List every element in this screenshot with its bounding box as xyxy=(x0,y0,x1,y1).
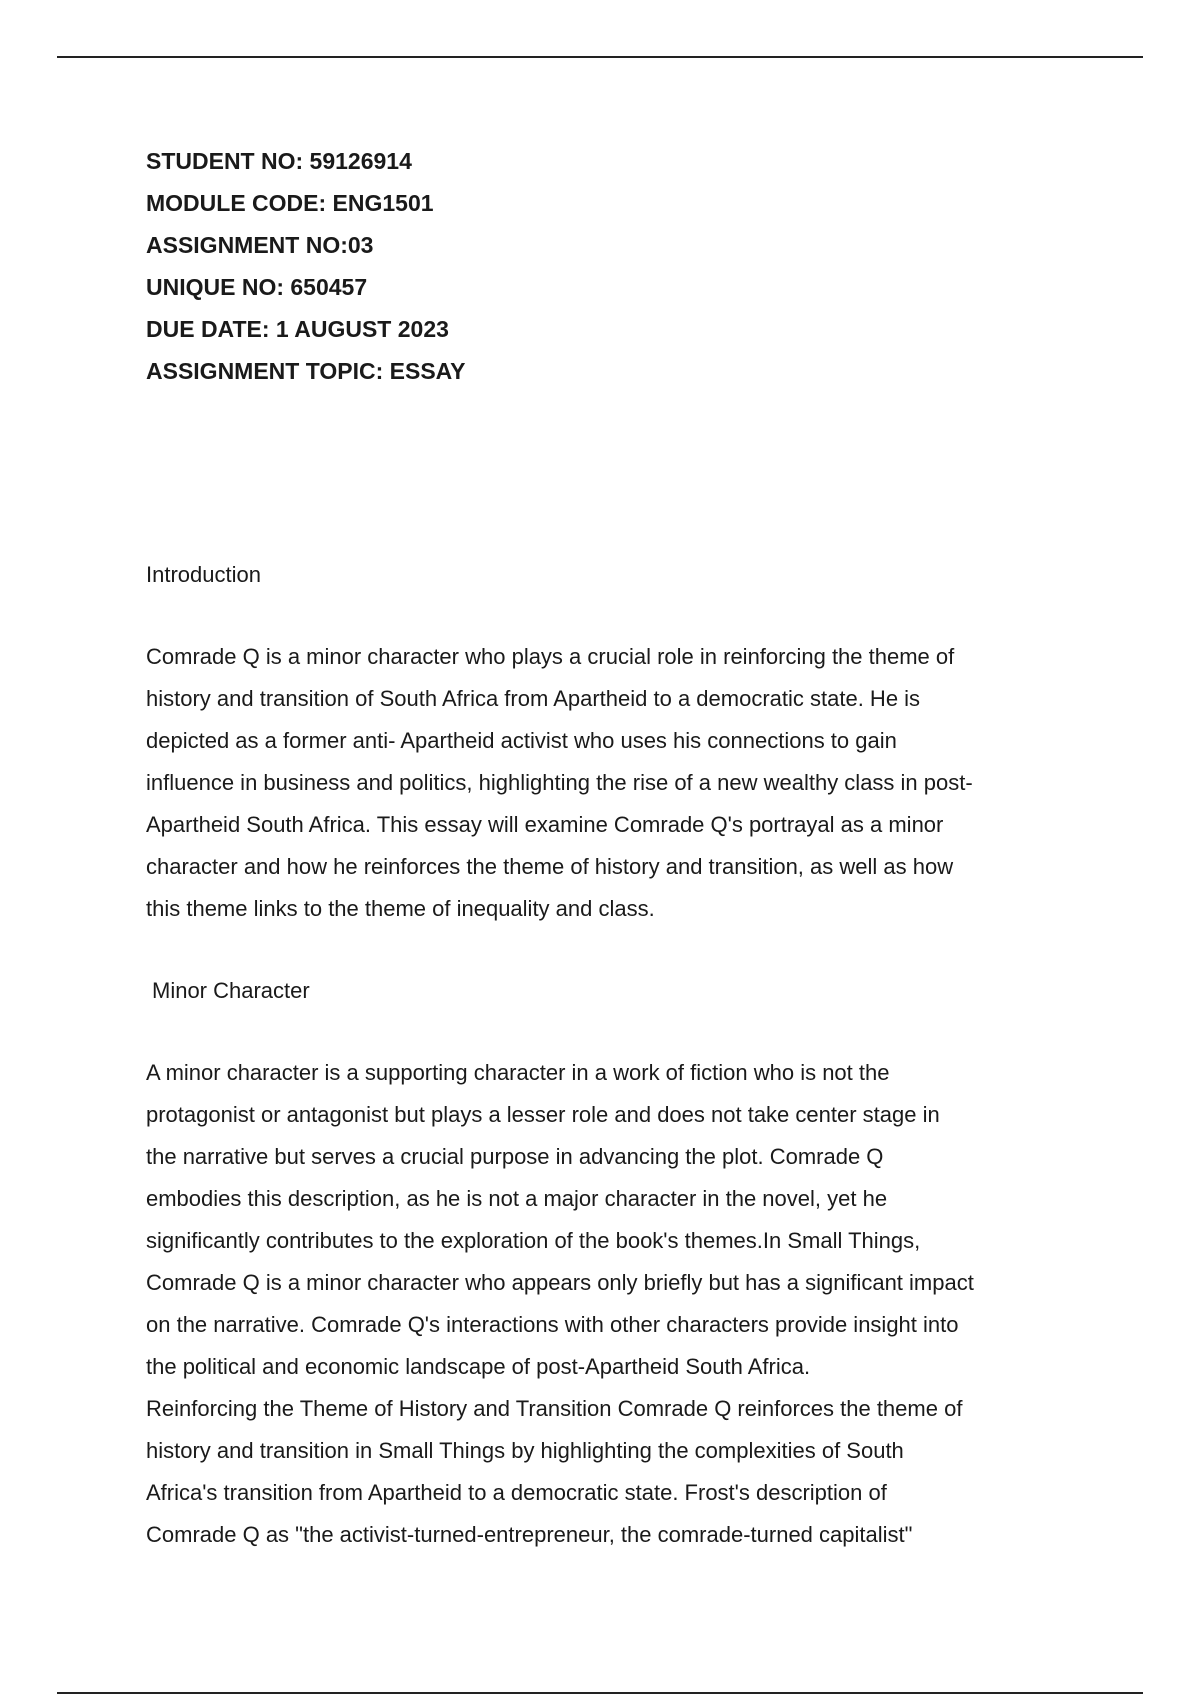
text-line: Apartheid South Africa. This essay will examine Comrade Q's portrayal as a minor xyxy=(146,812,944,837)
minor-character-paragraph xyxy=(146,1052,1086,1556)
text-line: depicted as a former anti- Apartheid activist who uses his connections to gain xyxy=(146,728,897,753)
text-line: influence in business and politics, highlighting the rise of a new wealthy class in post- xyxy=(146,770,973,795)
unique-number: UNIQUE NO: 650457 xyxy=(146,274,368,300)
student-number: STUDENT NO: 59126914 xyxy=(146,148,412,174)
module-code: MODULE CODE: ENG1501 xyxy=(146,190,434,216)
text-line: history and transition of South Africa from Apartheid to a democratic state. He is xyxy=(146,686,921,711)
text-line: history and transition in Small Things by highlighting the complexities of South xyxy=(146,1438,904,1463)
text-line: A minor character is a supporting character in a work of fiction who is not the xyxy=(146,1060,890,1085)
text-line: embodies this description, as he is not a major character in the novel, yet he xyxy=(146,1186,888,1211)
due-date: DUE DATE: 1 AUGUST 2023 xyxy=(146,316,449,342)
introduction-heading: Introduction xyxy=(146,562,261,587)
text-line: on the narrative. Comrade Q's interactions with other characters provide insight into xyxy=(146,1312,959,1337)
text-line: Comrade Q as "the activist-turned-entrepreneur, the comrade-turned capitalist" xyxy=(146,1522,913,1547)
text-line: the political and economic landscape of post-Apartheid South Africa. xyxy=(146,1354,811,1379)
assignment-number: ASSIGNMENT NO:03 xyxy=(146,232,374,258)
text-line: Comrade Q is a minor character who appears only briefly but has a significant impact xyxy=(146,1270,974,1295)
bottom-rule xyxy=(57,1692,1143,1694)
assignment-topic: ASSIGNMENT TOPIC: ESSAY xyxy=(146,358,466,384)
text-line: protagonist or antagonist but plays a lesser role and does not take center stage in xyxy=(146,1102,940,1127)
text-line: character and how he reinforces the theme of history and transition, as well as how xyxy=(146,854,954,879)
top-rule xyxy=(57,56,1143,58)
text-line: this theme links to the theme of inequality and class. xyxy=(146,896,655,921)
introduction-paragraph xyxy=(146,636,1086,930)
text-line: Reinforcing the Theme of History and Transition Comrade Q reinforces the theme of xyxy=(146,1396,963,1421)
document-content xyxy=(146,140,1086,1556)
text-line: Africa's transition from Apartheid to a democratic state. Frost's description of xyxy=(146,1480,887,1505)
assignment-header xyxy=(146,140,1086,392)
text-line: the narrative but serves a crucial purpose in advancing the plot. Comrade Q xyxy=(146,1144,884,1169)
text-line: Comrade Q is a minor character who plays a crucial role in reinforcing the theme of xyxy=(146,644,955,669)
text-line: significantly contributes to the exploration of the book's themes.In Small Things, xyxy=(146,1228,921,1253)
minor-character-heading: Minor Character xyxy=(152,978,310,1003)
